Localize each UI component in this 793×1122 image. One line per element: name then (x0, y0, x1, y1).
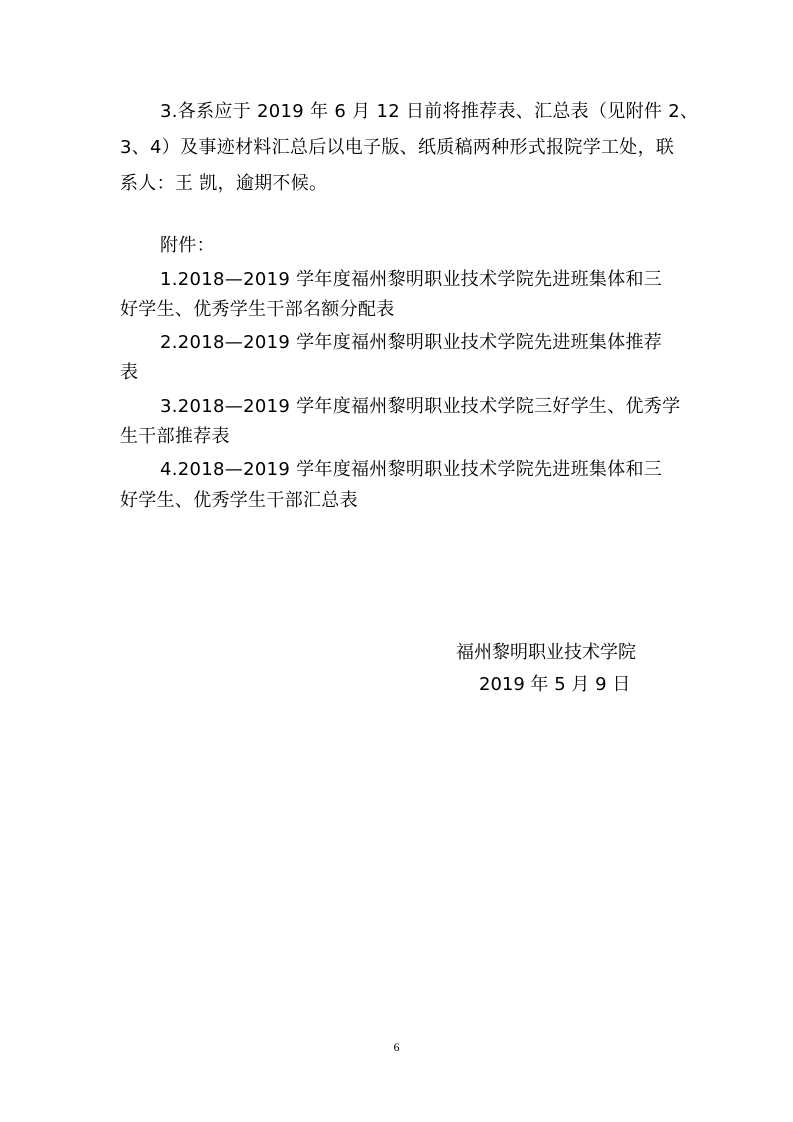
item3-line3: 系人：王 凯，逾期不候。 (120, 173, 328, 194)
attachment-4-line1: 4.2018—2019 学年度福州黎明职业技术学院先进班集体和三 (160, 459, 663, 480)
signature-date: 2019 年 5 月 9 日 (479, 674, 631, 695)
signature-organization: 福州黎明职业技术学院 (456, 642, 636, 663)
attachments-label: 附件： (160, 235, 215, 256)
attachment-2-line2: 表 (120, 362, 139, 383)
item3-line1: 3.各系应于 2019 年 6 月 12 日前将推荐表、汇总表（见附件 2、 (160, 101, 699, 122)
attachment-2-line1: 2.2018—2019 学年度福州黎明职业技术学院先进班集体推荐 (160, 332, 663, 353)
attachment-4-line2: 好学生、优秀学生干部汇总表 (120, 490, 358, 511)
item3-line2: 3、4）及事迹材料汇总后以电子版、纸质稿两种形式报院学工处，联 (120, 137, 675, 158)
attachment-1-line2: 好学生、优秀学生干部名额分配表 (120, 299, 395, 320)
attachment-1-line1: 1.2018—2019 学年度福州黎明职业技术学院先进班集体和三 (160, 269, 663, 290)
attachment-3-line1: 3.2018—2019 学年度福州黎明职业技术学院三好学生、优秀学 (160, 396, 681, 417)
attachment-3-line2: 生干部推荐表 (120, 426, 230, 447)
page-number: 6 (393, 1040, 400, 1054)
